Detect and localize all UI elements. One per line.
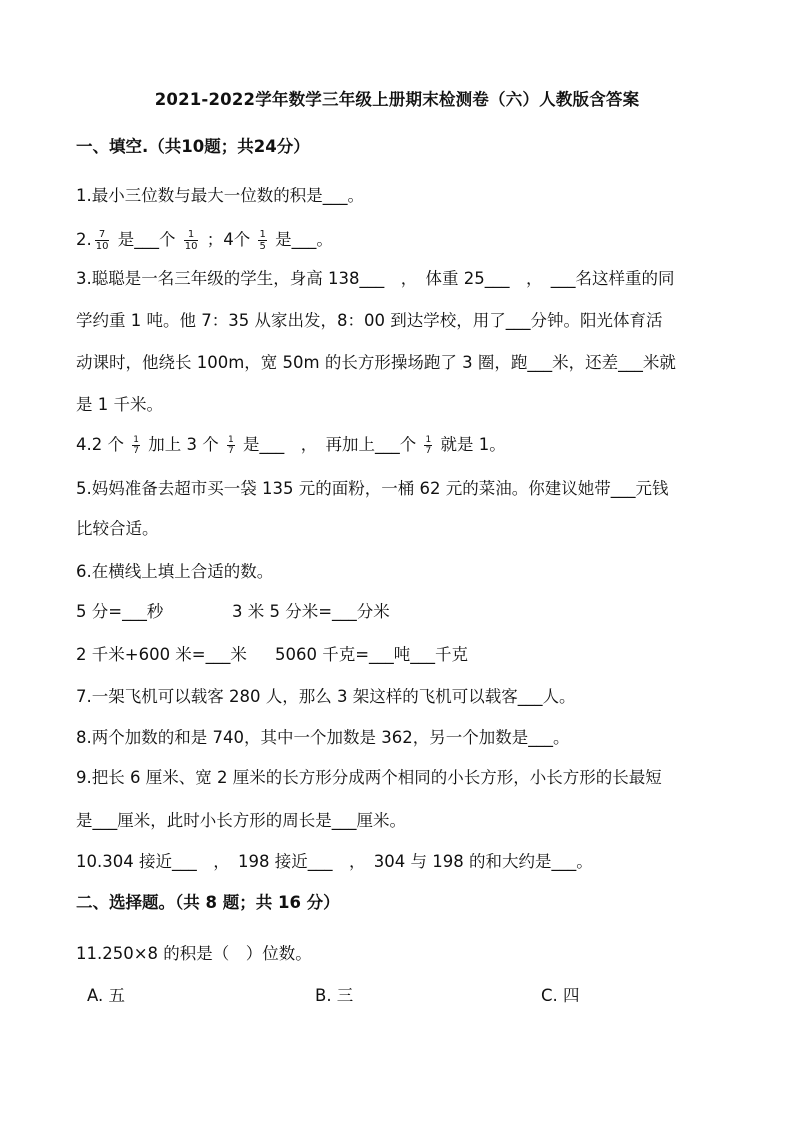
question-6-item-d: 5060 千克=___吨___千克 — [275, 645, 469, 664]
question-9-line-1: 9.把长 6 厘米、宽 2 厘米的长方形分成两个相同的小长方形，小长方形的长最短 — [76, 768, 662, 787]
question-6-item-a: 5 分=___秒 — [76, 602, 164, 621]
fraction-7-10: $\frac{7}{10}$ — [95, 229, 109, 252]
fraction-1-7-c: $\frac{1}{7}$ — [425, 435, 432, 456]
section-heading-multiple-choice: 二、选择题。（共 8 题；共 16 分） — [76, 893, 340, 912]
question-3-line-3: 动课时，他绕长 100m，宽 50m 的长方形操场跑了 3 圈，跑___米，还差___米就 — [76, 353, 676, 372]
question-8: 8.两个加数的和是 740，其中一个加数是 362，另一个加数是___。 — [76, 728, 570, 747]
question-3-line-2: 学约重 1 吨。他 7：35 从家出发，8：00 到达学校，用了___分钟。阳光体育活 — [76, 311, 663, 330]
question-7: 7.一架飞机可以载客 280 人，那么 3 架这样的飞机可以载客___人。 — [76, 687, 576, 706]
fraction-1-7-a: $\frac{1}{7}$ — [133, 435, 139, 456]
question-6-item-c: 2 千米+600 米=___米 — [76, 645, 247, 664]
question-5-line-2: 比较合适。 — [76, 519, 159, 538]
fraction-1-7-b: $\frac{1}{7}$ — [227, 435, 234, 456]
q4-text-1: 加上 3 个 — [148, 435, 219, 454]
question-5-line-1: 5.妈妈准备去超市买一袋 135 元的面粉，一桶 62 元的菜油。你建议她带___元钱 — [76, 479, 669, 498]
question-6-item-b: 3 米 5 分米=___分米 — [232, 602, 390, 621]
q2-text-3: 是___。 — [275, 230, 333, 249]
question-11-option-c: C. 四 — [541, 986, 580, 1005]
section-heading-fill-blank: 一、填空.（共10题；共24分） — [76, 137, 310, 156]
q4-text-2: 是___ ， 再加上___个 — [242, 435, 417, 454]
q2-prefix: 2. — [76, 230, 92, 249]
q2-text-2: ；4个 — [206, 230, 251, 249]
question-2 — [76, 229, 333, 252]
question-9-line-2: 是___厘米，此时小长方形的周长是___厘米。 — [76, 811, 406, 830]
q4-text-3: 就是 1。 — [440, 435, 506, 454]
question-11-stem: 11.250×8 的积是（ ）位数。 — [76, 944, 312, 963]
page-title: 2021-2022学年数学三年级上册期末检测卷（六）人教版含答案 — [154, 90, 640, 109]
question-3-line-1: 3.聪聪是一名三年级的学生，身高 138___ ， 体重 25___ ， ___名这样重的同 — [76, 269, 675, 288]
question-4 — [76, 434, 506, 456]
question-11-option-a: A. 五 — [87, 986, 125, 1005]
question-11-option-b: B. 三 — [315, 986, 354, 1005]
q4-text-0: 4.2 个 — [76, 435, 124, 454]
fraction-1-5: $\frac{1}{5}$ — [259, 229, 266, 252]
fraction-1-10: $\frac{1}{10}$ — [184, 229, 198, 252]
question-1: 1.最小三位数与最大一位数的积是___。 — [76, 186, 364, 205]
question-3-line-4: 是 1 千米。 — [76, 395, 163, 414]
question-10: 10.304 接近___ ， 198 接近___ ， 304 与 198 的和大约是___。 — [76, 852, 593, 871]
question-6-line-1: 6.在横线上填上合适的数。 — [76, 562, 274, 581]
q2-text-1: 是___个 — [117, 230, 176, 249]
